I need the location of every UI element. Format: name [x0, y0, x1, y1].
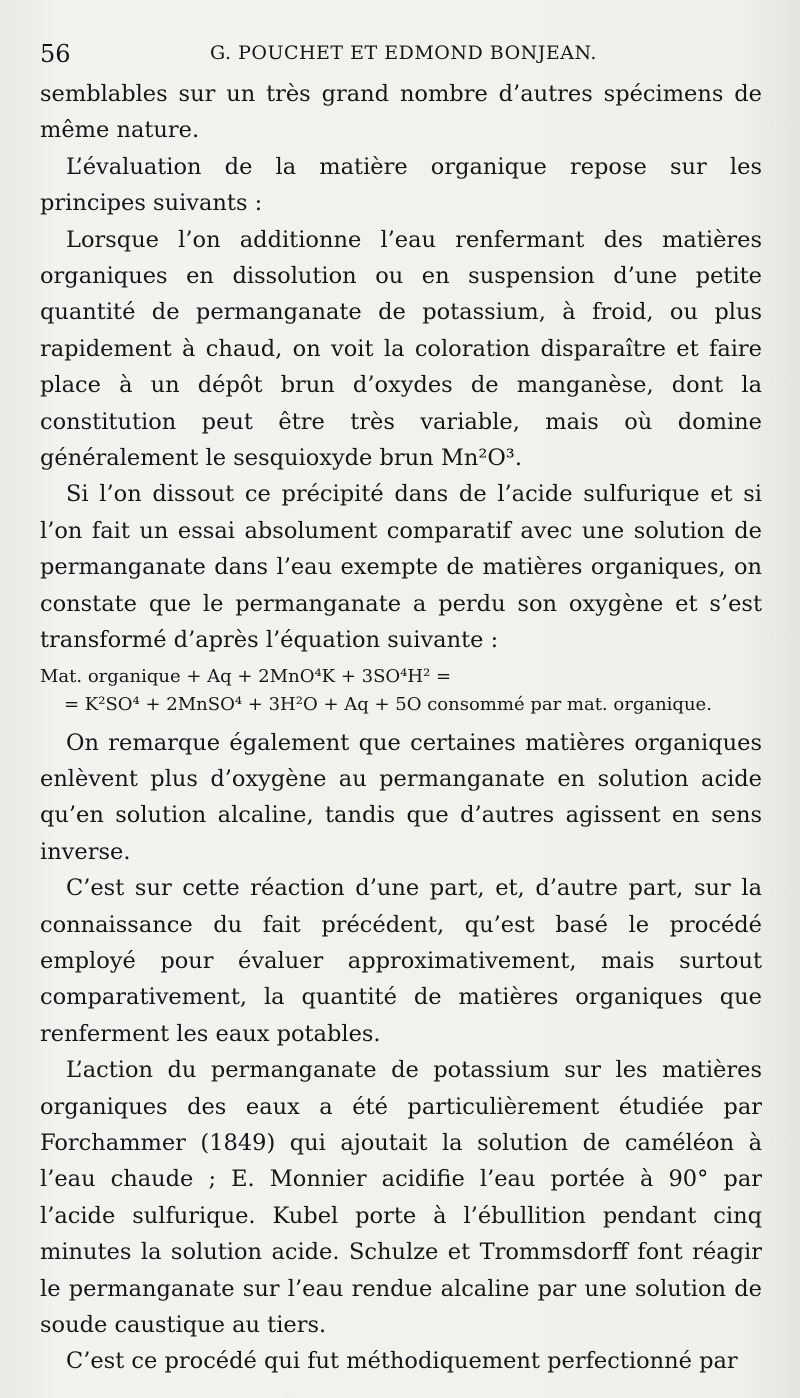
paragraph: C’est ce procédé qui fut méthodiquement perfectionné par [66, 1348, 738, 1375]
paragraph: Si l’on dissout ce précipité dans de l’acide sulfurique et si l’on fait un essai absolument comparatif avec une solution de permanganate dans l’eau exempte de matières organiques, on constate que le permanganate a perdu son oxygène et s’est transformé d’après l’équation suivante : [40, 481, 762, 654]
paragraph: C’est sur cette réaction d’une part, et, d’autre part, sur la connaissance du fait précédent, qu’est basé le procédé employé pour évaluer approximativement, mais surtout comparativement, la quantité de matières organiques que renferment les eaux potables. [40, 875, 762, 1047]
paragraph: On remarque également que certaines matières organiques enlèvent plus d’oxygène au permanganate en solution acide qu’en solution alcaline, tandis que d’autres agissent en sens inverse. [40, 729, 762, 865]
equation-line: = K²SO⁴ + 2MnSO⁴ + 3H²O + Aq + 5O consommé par mat. organique. [64, 693, 712, 715]
paragraph: Lorsque l’on additionne l’eau renfermant des matières organiques en dissolution ou en suspension d’une petite quantité de permanganate de potassium, à froid, ou plus rapidement à chaud, on voit la coloration disparaître et faire place à un dépôt brun d’oxydes de manganèse, dont la constitution peut être très variable, mais où domine généralement le sesquioxyde brun Mn²O³. [40, 226, 762, 472]
body-text [40, 76, 762, 1380]
paragraph: L’évaluation de la matière organique repose sur les principes suivants : [40, 153, 762, 217]
equation-line: Mat. organique + Aq + 2MnO⁴K + 3SO⁴H² = [40, 665, 452, 687]
paragraph: semblables sur un très grand nombre d’autres spécimens de même nature. [40, 81, 762, 144]
chemical-equation [40, 663, 762, 719]
page-number: 56 [40, 40, 71, 68]
running-head: G. POUCHET ET EDMOND BONJEAN. [210, 42, 597, 64]
page-header [40, 36, 762, 76]
paragraph: L’action du permanganate de potassium sur les matières organiques des eaux a été particulièrement étudiée par Forchammer (1849) qui ajoutait la solution de caméléon à l’eau chaude ; E. Monnier acidifie l’eau portée à 90° par l’acide sulfurique. Kubel porte à l’ébullition pendant cinq minutes la solution acide. Schulze et Trommsdorff font réagir le permanganate sur l’eau rendue alcaline par une solution de soude caustique au tiers. [40, 1057, 762, 1338]
